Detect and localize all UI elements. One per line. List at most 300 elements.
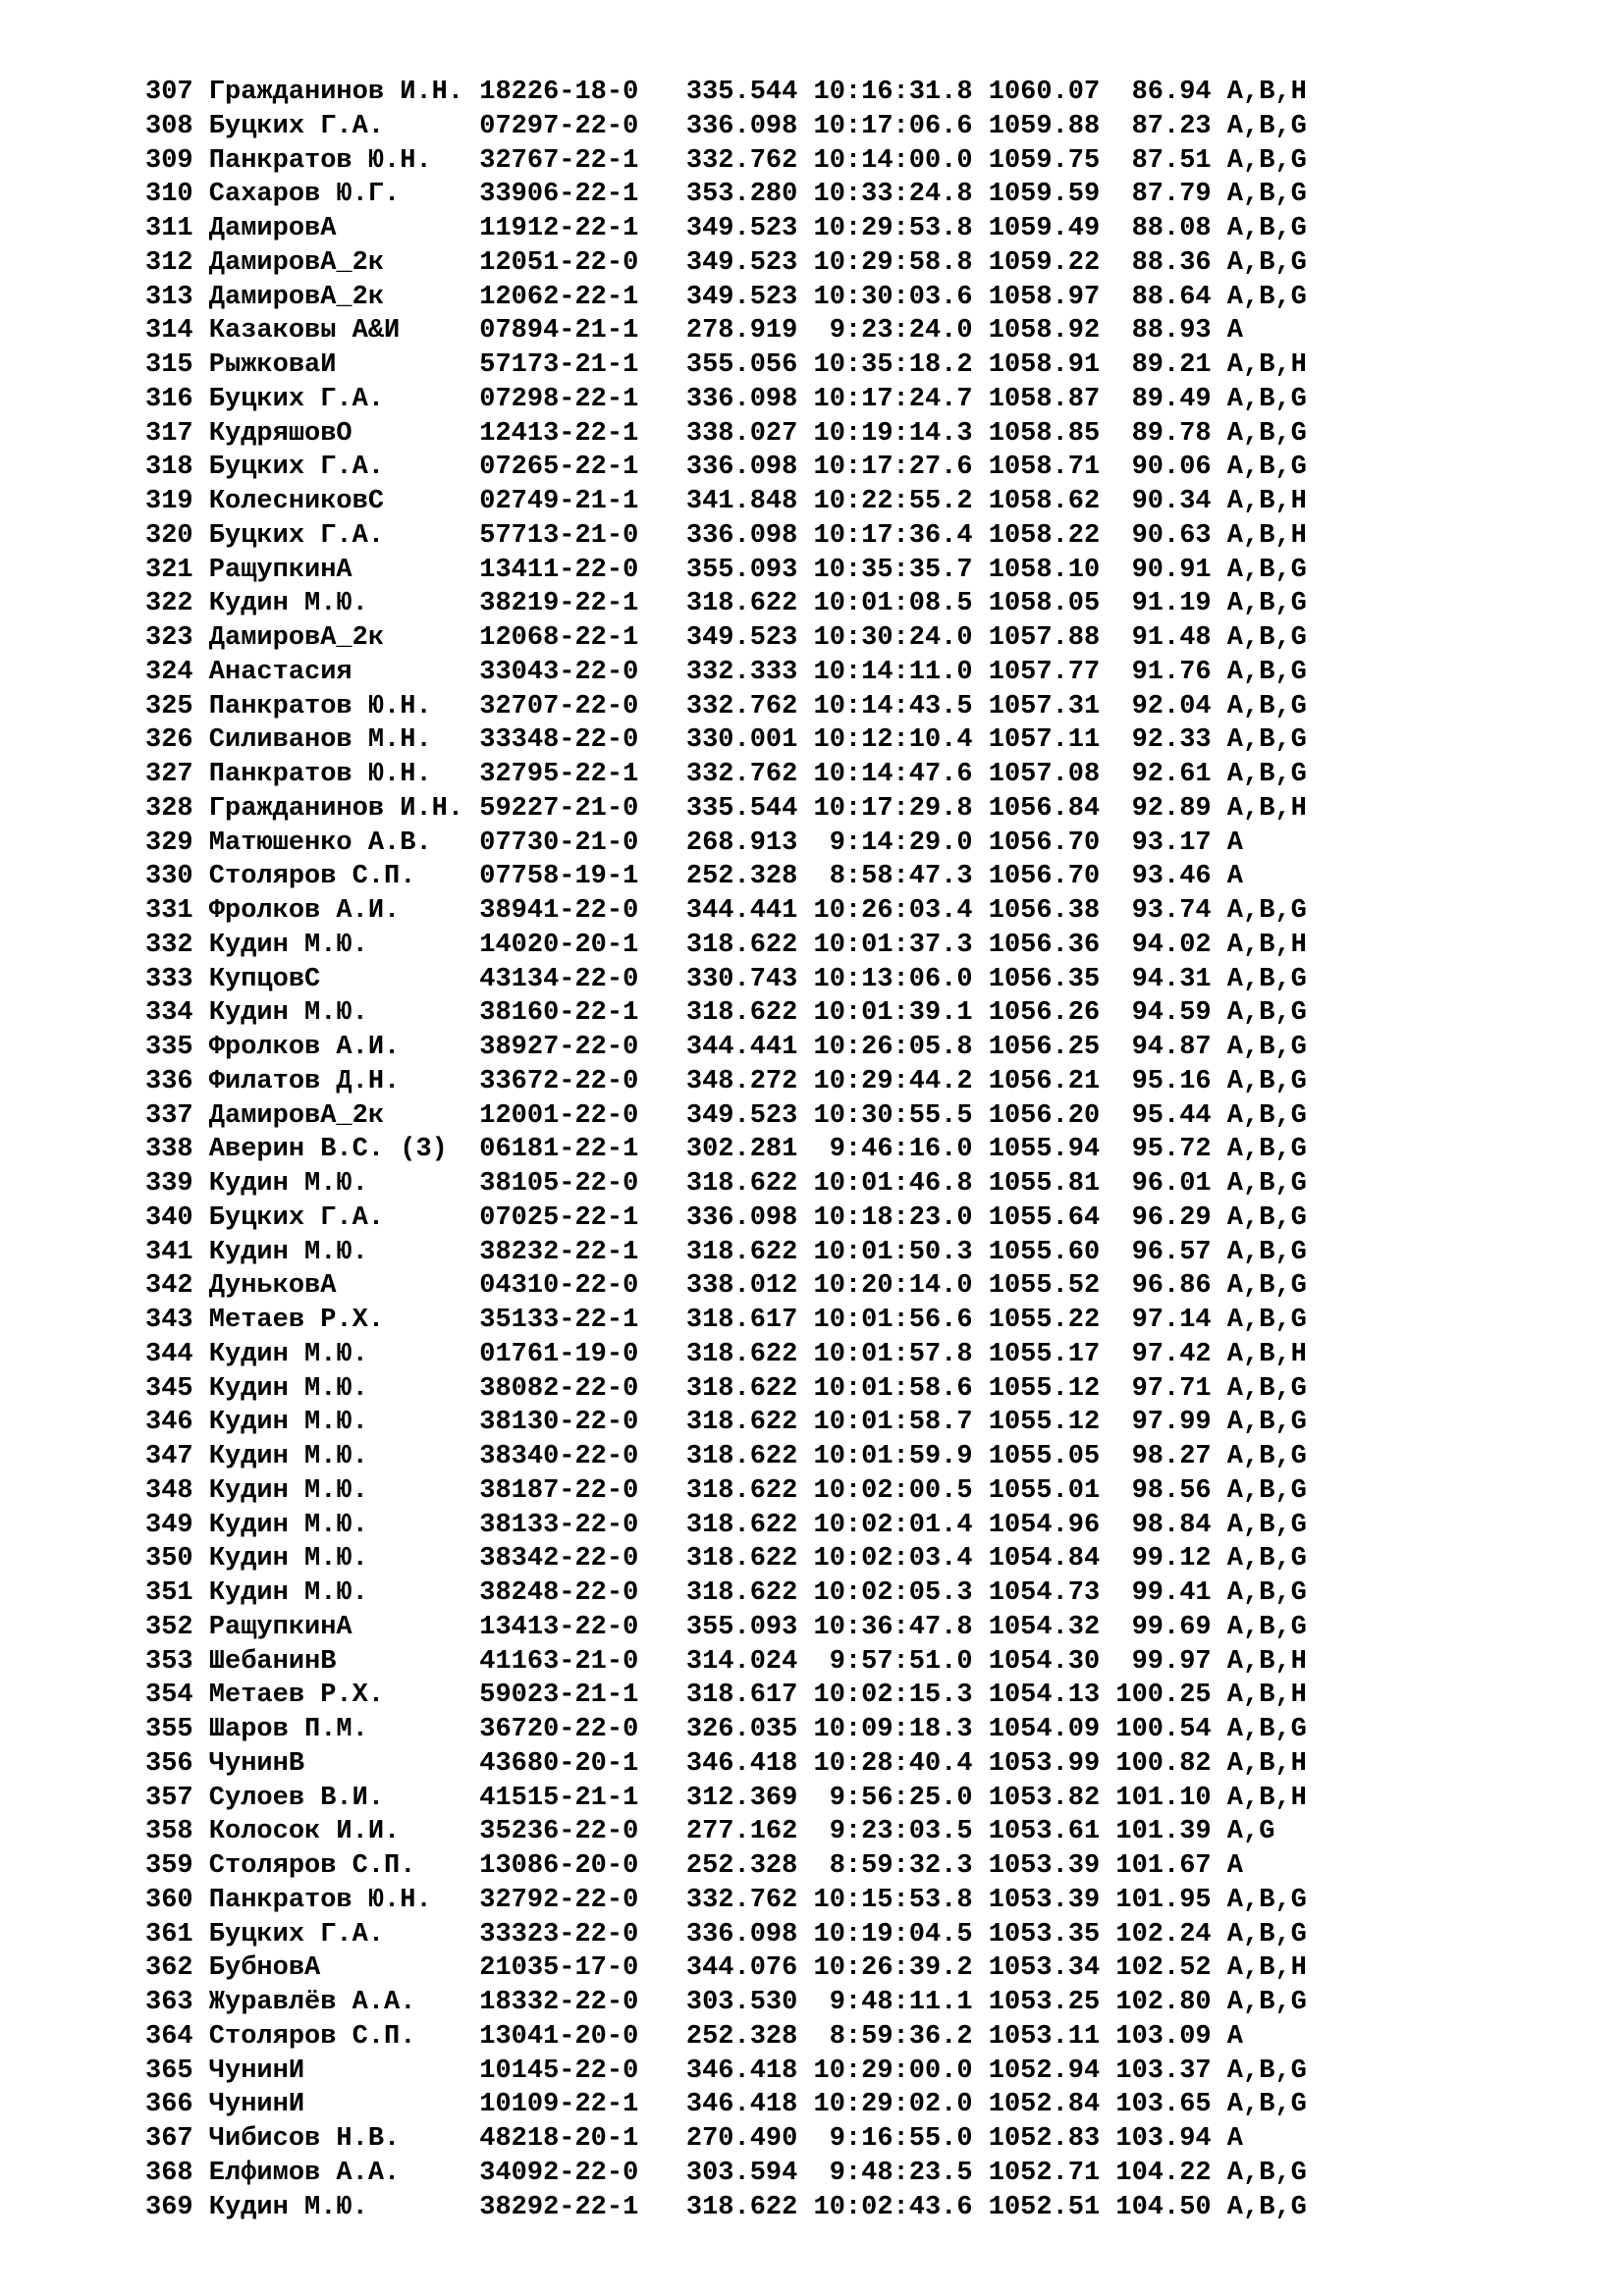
cell-name: Столяров С.П. bbox=[192, 862, 480, 892]
cell-groups: A bbox=[1211, 2124, 1244, 2154]
cell-time: 10:01:50.3 bbox=[797, 1237, 973, 1267]
cell-coefficient: 89.78 bbox=[1100, 418, 1212, 449]
result-row bbox=[145, 519, 1307, 554]
cell-name: ШебанинВ bbox=[192, 1646, 480, 1677]
cell-time: 10:17:06.6 bbox=[797, 111, 973, 141]
cell-ring: 32767-22-1 bbox=[479, 145, 639, 176]
cell-distance: 318.622 bbox=[638, 1339, 798, 1369]
cell-coefficient: 91.76 bbox=[1100, 657, 1212, 687]
result-row bbox=[145, 1099, 1307, 1134]
cell-time: 10:02:05.3 bbox=[797, 1578, 973, 1608]
cell-coefficient: 95.44 bbox=[1100, 1100, 1212, 1131]
result-row bbox=[145, 723, 1307, 758]
cell-groups: A,B,G bbox=[1211, 418, 1307, 449]
result-row bbox=[145, 383, 1307, 417]
cell-time: 9:56:25.0 bbox=[797, 1783, 973, 1813]
cell-time: 10:09:18.3 bbox=[797, 1715, 973, 1744]
cell-ring: 59023-21-1 bbox=[479, 1681, 639, 1711]
cell-place: 334 bbox=[145, 998, 193, 1029]
cell-time: 9:48:11.1 bbox=[797, 1988, 973, 2017]
cell-distance: 336.098 bbox=[638, 384, 798, 414]
cell-groups: A,B,G bbox=[1211, 1578, 1307, 1608]
cell-coefficient: 97.99 bbox=[1100, 1408, 1212, 1438]
cell-ring: 12001-22-0 bbox=[479, 1100, 639, 1131]
cell-place: 337 bbox=[145, 1100, 193, 1131]
result-row bbox=[145, 1167, 1307, 1201]
cell-time: 10:13:06.0 bbox=[797, 964, 973, 994]
cell-time: 10:18:23.0 bbox=[797, 1202, 973, 1233]
cell-speed: 1058.62 bbox=[972, 487, 1101, 516]
cell-distance: 270.490 bbox=[638, 2124, 798, 2154]
cell-distance: 332.762 bbox=[638, 691, 798, 721]
cell-distance: 336.098 bbox=[638, 1919, 798, 1949]
cell-name: Анастасия bbox=[192, 657, 480, 687]
cell-place: 327 bbox=[145, 760, 193, 789]
cell-coefficient: 103.65 bbox=[1100, 2090, 1212, 2120]
results-table bbox=[145, 76, 1307, 2224]
cell-speed: 1057.77 bbox=[972, 657, 1101, 687]
cell-time: 10:30:55.5 bbox=[797, 1100, 973, 1131]
cell-time: 10:36:47.8 bbox=[797, 1612, 973, 1642]
cell-distance: 268.913 bbox=[638, 828, 798, 858]
cell-name: Буцких Г.А. bbox=[192, 384, 480, 414]
cell-coefficient: 93.74 bbox=[1100, 896, 1212, 926]
cell-ring: 38248-22-0 bbox=[479, 1578, 639, 1608]
cell-speed: 1058.22 bbox=[972, 520, 1101, 551]
cell-speed: 1056.70 bbox=[972, 828, 1101, 858]
cell-place: 309 bbox=[145, 145, 193, 176]
cell-groups: A,B,H bbox=[1211, 1783, 1307, 1813]
result-row bbox=[145, 2122, 1307, 2157]
cell-coefficient: 99.97 bbox=[1100, 1646, 1212, 1677]
result-row bbox=[145, 1747, 1307, 1782]
cell-groups: A bbox=[1211, 828, 1244, 858]
result-row bbox=[145, 1133, 1307, 1167]
cell-time: 10:01:08.5 bbox=[797, 589, 973, 619]
cell-time: 10:19:14.3 bbox=[797, 418, 973, 449]
cell-speed: 1055.52 bbox=[972, 1271, 1101, 1302]
cell-distance: 318.622 bbox=[638, 589, 798, 619]
cell-distance: 349.523 bbox=[638, 1100, 798, 1131]
cell-name: Чибисов Н.В. bbox=[192, 2124, 480, 2154]
cell-speed: 1054.09 bbox=[972, 1715, 1101, 1744]
result-row bbox=[145, 1611, 1307, 1645]
cell-speed: 1056.26 bbox=[972, 998, 1101, 1029]
cell-place: 344 bbox=[145, 1339, 193, 1369]
cell-ring: 13086-20-0 bbox=[479, 1851, 639, 1881]
cell-groups: A,B,H bbox=[1211, 930, 1307, 960]
result-row bbox=[145, 178, 1307, 212]
cell-ring: 38105-22-0 bbox=[479, 1169, 639, 1199]
cell-coefficient: 102.24 bbox=[1100, 1919, 1212, 1949]
cell-groups: A,B,G bbox=[1211, 1442, 1307, 1471]
cell-name: КолесниковС bbox=[192, 487, 480, 516]
cell-time: 9:48:23.5 bbox=[797, 2158, 973, 2188]
cell-place: 365 bbox=[145, 2056, 193, 2086]
cell-groups: A,B,G bbox=[1211, 214, 1307, 243]
cell-speed: 1058.87 bbox=[972, 384, 1101, 414]
cell-place: 351 bbox=[145, 1578, 193, 1608]
cell-groups: A,B,H bbox=[1211, 350, 1307, 380]
cell-groups: A,B,G bbox=[1211, 964, 1307, 994]
cell-name: Столяров С.П. bbox=[192, 1851, 480, 1881]
result-row bbox=[145, 246, 1307, 281]
cell-distance: 318.622 bbox=[638, 1578, 798, 1608]
cell-distance: 312.369 bbox=[638, 1783, 798, 1813]
cell-name: Гражданинов И.Н. bbox=[192, 793, 480, 824]
cell-ring: 10145-22-0 bbox=[479, 2056, 639, 2086]
cell-distance: 252.328 bbox=[638, 1851, 798, 1881]
cell-speed: 1054.13 bbox=[972, 1681, 1101, 1711]
cell-name: Силиванов М.Н. bbox=[192, 725, 480, 756]
cell-coefficient: 86.94 bbox=[1100, 78, 1212, 107]
cell-ring: 32795-22-1 bbox=[479, 760, 639, 789]
cell-ring: 43680-20-1 bbox=[479, 1748, 639, 1779]
cell-groups: A,B,G bbox=[1211, 384, 1307, 414]
cell-coefficient: 90.91 bbox=[1100, 555, 1212, 585]
cell-place: 364 bbox=[145, 2021, 193, 2052]
cell-groups: A,B,G bbox=[1211, 1202, 1307, 1233]
cell-coefficient: 94.02 bbox=[1100, 930, 1212, 960]
cell-ring: 38927-22-0 bbox=[479, 1033, 639, 1062]
cell-groups: A,B,G bbox=[1211, 691, 1307, 721]
cell-name: Кудин М.Ю. bbox=[192, 1408, 480, 1438]
cell-distance: 335.544 bbox=[638, 793, 798, 824]
cell-place: 356 bbox=[145, 1748, 193, 1779]
cell-name: Панкратов Ю.Н. bbox=[192, 691, 480, 721]
cell-coefficient: 88.36 bbox=[1100, 247, 1212, 278]
cell-speed: 1055.12 bbox=[972, 1373, 1101, 1404]
cell-time: 10:20:14.0 bbox=[797, 1271, 973, 1302]
cell-coefficient: 96.01 bbox=[1100, 1169, 1212, 1199]
cell-groups: A,B,G bbox=[1211, 1169, 1307, 1199]
cell-time: 10:17:29.8 bbox=[797, 793, 973, 824]
result-row bbox=[145, 554, 1307, 588]
cell-coefficient: 100.25 bbox=[1100, 1681, 1212, 1711]
cell-name: Журавлёв А.А. bbox=[192, 1988, 480, 2017]
cell-speed: 1056.35 bbox=[972, 964, 1101, 994]
cell-coefficient: 98.27 bbox=[1100, 1442, 1212, 1471]
cell-speed: 1056.36 bbox=[972, 930, 1101, 960]
cell-time: 10:17:24.7 bbox=[797, 384, 973, 414]
cell-time: 10:29:53.8 bbox=[797, 214, 973, 243]
cell-time: 10:14:11.0 bbox=[797, 657, 973, 687]
cell-distance: 344.076 bbox=[638, 1953, 798, 1984]
cell-ring: 38941-22-0 bbox=[479, 896, 639, 926]
cell-ring: 38340-22-0 bbox=[479, 1442, 639, 1471]
cell-ring: 41163-21-0 bbox=[479, 1646, 639, 1677]
cell-name: Кудин М.Ю. bbox=[192, 930, 480, 960]
result-row bbox=[145, 587, 1307, 621]
cell-place: 340 bbox=[145, 1202, 193, 1233]
cell-groups: A,B,G bbox=[1211, 555, 1307, 585]
cell-speed: 1053.39 bbox=[972, 1851, 1101, 1881]
cell-place: 341 bbox=[145, 1237, 193, 1267]
cell-distance: 336.098 bbox=[638, 111, 798, 141]
cell-coefficient: 95.72 bbox=[1100, 1135, 1212, 1165]
cell-place: 322 bbox=[145, 589, 193, 619]
cell-speed: 1052.94 bbox=[972, 2056, 1101, 2086]
cell-groups: A,B,H bbox=[1211, 1339, 1307, 1369]
cell-place: 354 bbox=[145, 1681, 193, 1711]
cell-coefficient: 99.12 bbox=[1100, 1544, 1212, 1575]
result-row bbox=[145, 110, 1307, 144]
cell-groups: A,B,H bbox=[1211, 520, 1307, 551]
cell-groups: A,B,G bbox=[1211, 2192, 1307, 2222]
cell-place: 333 bbox=[145, 964, 193, 994]
cell-speed: 1052.84 bbox=[972, 2090, 1101, 2120]
cell-coefficient: 92.33 bbox=[1100, 725, 1212, 756]
result-row bbox=[145, 1542, 1307, 1576]
cell-speed: 1054.96 bbox=[972, 1510, 1101, 1540]
cell-coefficient: 90.34 bbox=[1100, 487, 1212, 516]
cell-groups: A,B,G bbox=[1211, 589, 1307, 619]
cell-coefficient: 89.49 bbox=[1100, 384, 1212, 414]
cell-groups: A,B,G bbox=[1211, 453, 1307, 483]
cell-speed: 1058.71 bbox=[972, 453, 1101, 483]
cell-groups: A,B,G bbox=[1211, 1612, 1307, 1642]
cell-name: Кудин М.Ю. bbox=[192, 1544, 480, 1575]
cell-coefficient: 94.59 bbox=[1100, 998, 1212, 1029]
cell-ring: 38160-22-1 bbox=[479, 998, 639, 1029]
cell-distance: 252.328 bbox=[638, 2021, 798, 2052]
cell-time: 10:35:18.2 bbox=[797, 350, 973, 380]
cell-groups: A,B,H bbox=[1211, 1748, 1307, 1779]
cell-coefficient: 96.86 bbox=[1100, 1271, 1212, 1302]
result-row bbox=[145, 1679, 1307, 1713]
cell-name: ДамировА bbox=[192, 214, 480, 243]
cell-distance: 318.622 bbox=[638, 1544, 798, 1575]
cell-distance: 349.523 bbox=[638, 247, 798, 278]
cell-name: ДамировА_2к bbox=[192, 623, 480, 653]
cell-coefficient: 101.10 bbox=[1100, 1783, 1212, 1813]
cell-distance: 346.418 bbox=[638, 2056, 798, 2086]
cell-distance: 318.622 bbox=[638, 1475, 798, 1506]
cell-name: ДамировА_2к bbox=[192, 247, 480, 278]
cell-coefficient: 94.31 bbox=[1100, 964, 1212, 994]
result-row bbox=[145, 2088, 1307, 2122]
cell-place: 338 bbox=[145, 1135, 193, 1165]
cell-ring: 32792-22-0 bbox=[479, 1885, 639, 1915]
cell-ring: 38187-22-0 bbox=[479, 1475, 639, 1506]
cell-ring: 35236-22-0 bbox=[479, 1817, 639, 1847]
cell-distance: 348.272 bbox=[638, 1066, 798, 1096]
cell-speed: 1056.38 bbox=[972, 896, 1101, 926]
cell-time: 10:29:58.8 bbox=[797, 247, 973, 278]
cell-place: 307 bbox=[145, 78, 193, 107]
cell-coefficient: 96.29 bbox=[1100, 1202, 1212, 1233]
cell-distance: 303.594 bbox=[638, 2158, 798, 2188]
result-row bbox=[145, 656, 1307, 690]
cell-name: Филатов Д.Н. bbox=[192, 1066, 480, 1096]
result-row bbox=[145, 860, 1307, 894]
result-row bbox=[145, 1918, 1307, 1952]
cell-time: 10:01:39.1 bbox=[797, 998, 973, 1029]
cell-ring: 04310-22-0 bbox=[479, 1271, 639, 1302]
cell-speed: 1057.08 bbox=[972, 760, 1101, 789]
cell-ring: 35133-22-1 bbox=[479, 1306, 639, 1335]
cell-ring: 11912-22-1 bbox=[479, 214, 639, 243]
cell-distance: 318.622 bbox=[638, 2192, 798, 2222]
result-row bbox=[145, 1509, 1307, 1543]
result-row bbox=[145, 1236, 1307, 1270]
cell-speed: 1055.22 bbox=[972, 1306, 1101, 1335]
cell-place: 360 bbox=[145, 1885, 193, 1915]
cell-name: ДуньковА bbox=[192, 1271, 480, 1302]
cell-name: Гражданинов И.Н. bbox=[192, 78, 480, 107]
cell-name: РыжковаИ bbox=[192, 350, 480, 380]
cell-distance: 349.523 bbox=[638, 282, 798, 312]
cell-speed: 1056.84 bbox=[972, 793, 1101, 824]
cell-groups: A,B,G bbox=[1211, 1988, 1307, 2017]
cell-place: 368 bbox=[145, 2158, 193, 2188]
cell-time: 10:12:10.4 bbox=[797, 725, 973, 756]
cell-distance: 330.001 bbox=[638, 725, 798, 756]
cell-distance: 338.027 bbox=[638, 418, 798, 449]
cell-speed: 1055.81 bbox=[972, 1169, 1101, 1199]
cell-time: 9:46:16.0 bbox=[797, 1135, 973, 1165]
cell-ring: 33323-22-0 bbox=[479, 1919, 639, 1949]
result-row bbox=[145, 690, 1307, 724]
cell-speed: 1052.51 bbox=[972, 2192, 1101, 2222]
cell-place: 339 bbox=[145, 1169, 193, 1199]
cell-ring: 12068-22-1 bbox=[479, 623, 639, 653]
cell-time: 10:26:39.2 bbox=[797, 1953, 973, 1984]
result-row bbox=[145, 1440, 1307, 1474]
cell-distance: 330.743 bbox=[638, 964, 798, 994]
cell-time: 10:02:03.4 bbox=[797, 1544, 973, 1575]
cell-groups: A,B,G bbox=[1211, 896, 1307, 926]
cell-speed: 1058.85 bbox=[972, 418, 1101, 449]
cell-coefficient: 88.64 bbox=[1100, 282, 1212, 312]
cell-groups: A,B,G bbox=[1211, 145, 1307, 176]
cell-coefficient: 103.09 bbox=[1100, 2021, 1212, 2052]
cell-name: Кудин М.Ю. bbox=[192, 1373, 480, 1404]
cell-speed: 1055.64 bbox=[972, 1202, 1101, 1233]
cell-name: Кудин М.Ю. bbox=[192, 2192, 480, 2222]
cell-coefficient: 97.14 bbox=[1100, 1306, 1212, 1335]
cell-time: 10:02:01.4 bbox=[797, 1510, 973, 1540]
cell-time: 9:23:03.5 bbox=[797, 1817, 973, 1847]
cell-speed: 1056.25 bbox=[972, 1033, 1101, 1062]
cell-time: 10:19:04.5 bbox=[797, 1919, 973, 1949]
cell-groups: A,B,G bbox=[1211, 1715, 1307, 1744]
cell-name: Буцких Г.А. bbox=[192, 520, 480, 551]
result-row bbox=[145, 1951, 1307, 1986]
cell-ring: 13041-20-0 bbox=[479, 2021, 639, 2052]
cell-place: 314 bbox=[145, 316, 193, 347]
cell-speed: 1058.05 bbox=[972, 589, 1101, 619]
cell-distance: 318.622 bbox=[638, 1169, 798, 1199]
cell-distance: 335.544 bbox=[638, 78, 798, 107]
cell-place: 317 bbox=[145, 418, 193, 449]
cell-time: 9:23:24.0 bbox=[797, 316, 973, 347]
result-row bbox=[145, 827, 1307, 861]
cell-distance: 302.281 bbox=[638, 1135, 798, 1165]
cell-place: 313 bbox=[145, 282, 193, 312]
cell-speed: 1058.91 bbox=[972, 350, 1101, 380]
cell-name: ЧунинИ bbox=[192, 2090, 480, 2120]
cell-speed: 1059.49 bbox=[972, 214, 1101, 243]
cell-time: 10:15:53.8 bbox=[797, 1885, 973, 1915]
cell-place: 325 bbox=[145, 691, 193, 721]
cell-time: 8:59:36.2 bbox=[797, 2021, 973, 2052]
cell-distance: 277.162 bbox=[638, 1817, 798, 1847]
cell-time: 10:01:37.3 bbox=[797, 930, 973, 960]
cell-speed: 1055.12 bbox=[972, 1408, 1101, 1438]
cell-time: 10:17:36.4 bbox=[797, 520, 973, 551]
cell-time: 10:28:40.4 bbox=[797, 1748, 973, 1779]
cell-speed: 1059.75 bbox=[972, 145, 1101, 176]
result-row bbox=[145, 1372, 1307, 1407]
cell-ring: 36720-22-0 bbox=[479, 1715, 639, 1744]
cell-distance: 318.617 bbox=[638, 1306, 798, 1335]
cell-place: 361 bbox=[145, 1919, 193, 1949]
cell-coefficient: 99.69 bbox=[1100, 1612, 1212, 1642]
cell-place: 336 bbox=[145, 1066, 193, 1096]
cell-distance: 346.418 bbox=[638, 1748, 798, 1779]
cell-speed: 1055.60 bbox=[972, 1237, 1101, 1267]
cell-time: 10:29:02.0 bbox=[797, 2090, 973, 2120]
result-row bbox=[145, 314, 1307, 348]
cell-distance: 355.093 bbox=[638, 1612, 798, 1642]
cell-distance: 318.622 bbox=[638, 998, 798, 1029]
cell-coefficient: 101.95 bbox=[1100, 1885, 1212, 1915]
cell-name: Кудин М.Ю. bbox=[192, 1510, 480, 1540]
cell-distance: 344.441 bbox=[638, 896, 798, 926]
cell-ring: 10109-22-1 bbox=[479, 2090, 639, 2120]
cell-distance: 344.441 bbox=[638, 1033, 798, 1062]
cell-time: 8:59:32.3 bbox=[797, 1851, 973, 1881]
cell-speed: 1053.82 bbox=[972, 1783, 1101, 1813]
cell-distance: 318.622 bbox=[638, 1442, 798, 1471]
cell-coefficient: 92.61 bbox=[1100, 760, 1212, 789]
cell-speed: 1053.61 bbox=[972, 1817, 1101, 1847]
cell-time: 10:30:24.0 bbox=[797, 623, 973, 653]
cell-name: КудряшовО bbox=[192, 418, 480, 449]
cell-groups: A,B,G bbox=[1211, 1475, 1307, 1506]
cell-distance: 332.762 bbox=[638, 145, 798, 176]
cell-distance: 318.622 bbox=[638, 1510, 798, 1540]
result-row bbox=[145, 1201, 1307, 1236]
cell-name: КупцовС bbox=[192, 964, 480, 994]
result-row bbox=[145, 281, 1307, 315]
cell-groups: A,B,G bbox=[1211, 2090, 1307, 2120]
result-row bbox=[145, 621, 1307, 656]
cell-distance: 318.622 bbox=[638, 930, 798, 960]
cell-coefficient: 98.56 bbox=[1100, 1475, 1212, 1506]
result-row bbox=[145, 963, 1307, 997]
cell-time: 10:16:31.8 bbox=[797, 78, 973, 107]
cell-time: 10:17:27.6 bbox=[797, 453, 973, 483]
cell-name: Кудин М.Ю. bbox=[192, 1442, 480, 1471]
cell-name: Шаров П.М. bbox=[192, 1715, 480, 1744]
cell-speed: 1059.88 bbox=[972, 111, 1101, 141]
cell-place: 369 bbox=[145, 2192, 193, 2222]
cell-ring: 38133-22-0 bbox=[479, 1510, 639, 1540]
cell-speed: 1058.97 bbox=[972, 282, 1101, 312]
cell-groups: A,B,G bbox=[1211, 1100, 1307, 1131]
result-row bbox=[145, 144, 1307, 179]
cell-place: 312 bbox=[145, 247, 193, 278]
cell-ring: 38219-22-1 bbox=[479, 589, 639, 619]
result-row bbox=[145, 996, 1307, 1031]
result-row bbox=[145, 1645, 1307, 1680]
cell-ring: 33043-22-0 bbox=[479, 657, 639, 687]
cell-ring: 14020-20-1 bbox=[479, 930, 639, 960]
cell-place: 366 bbox=[145, 2090, 193, 2120]
cell-groups: A,B,G bbox=[1211, 1066, 1307, 1096]
